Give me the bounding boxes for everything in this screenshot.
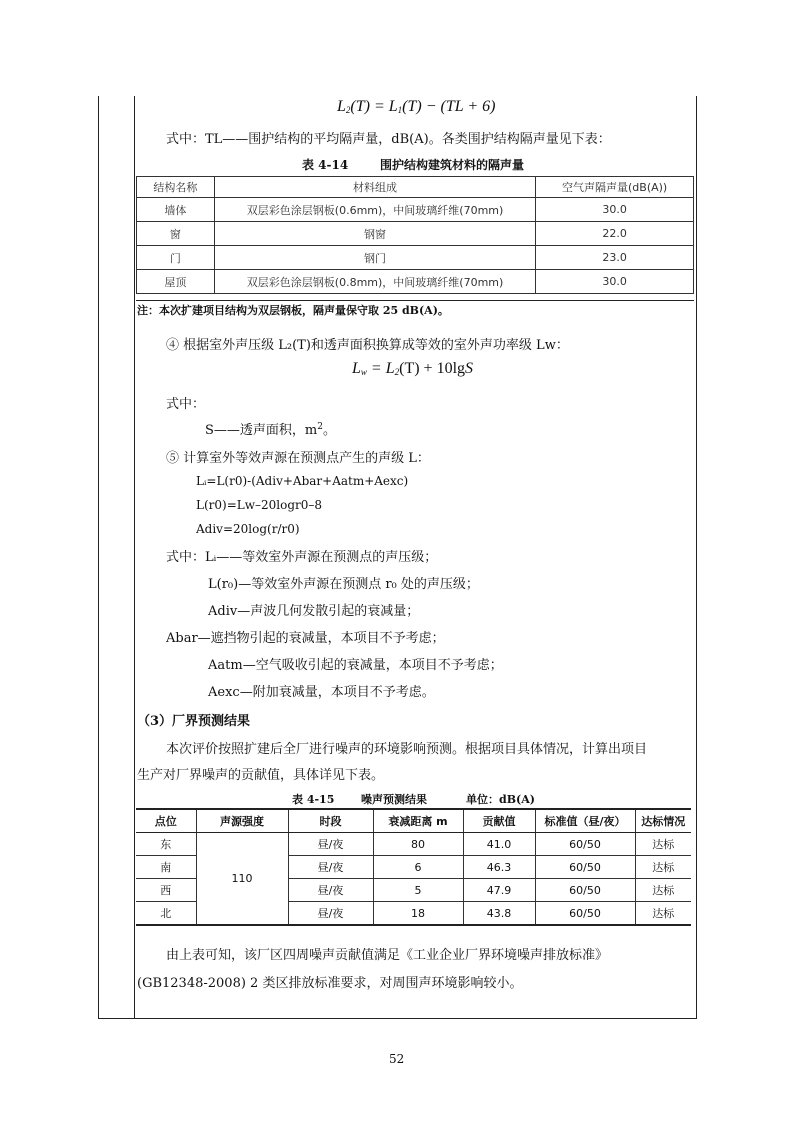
table-header-cell: 衰减距离 m (373, 809, 463, 833)
table2-caption-title: 噪声预测结果 (361, 793, 427, 806)
table-noise-prediction (136, 808, 691, 926)
table-cell: 昼/夜 (288, 856, 373, 879)
table-cell: 钢窗 (214, 222, 535, 246)
table-header-cell: 达标情况 (635, 809, 691, 833)
table-enclosure-insulation (136, 176, 694, 294)
table-header-cell: 材料组成 (214, 177, 535, 198)
table-cell: 昼/夜 (288, 833, 373, 856)
table-cell: 6 (373, 856, 463, 879)
table-cell: 18 (373, 902, 463, 926)
table-cell: 门 (137, 246, 215, 270)
table-cell: 60/50 (535, 879, 635, 902)
paragraph-line: 生产对厂界噪声的贡献值，具体详见下表。 (137, 768, 385, 783)
table-header-cell: 贡献值 (463, 809, 535, 833)
table2-caption-no: 表 4-15 (292, 793, 335, 806)
table-cell: 30.0 (536, 198, 694, 222)
table-cell: 钢门 (214, 246, 535, 270)
source-intensity-cell: 110 (196, 833, 288, 926)
table-cell: 昼/夜 (288, 902, 373, 926)
step4-text: ④ 根据室外声压级 L₂(T)和透声面积换算成等效的室外声功率级 Lw： (166, 338, 569, 353)
table-row (137, 222, 694, 246)
table-cell: 墙体 (137, 198, 215, 222)
step5-text: ⑤ 计算室外等效声源在预测点产生的声级 L： (166, 451, 430, 466)
definition-line: Aexc—附加衰减量，本项目不予考虑。 (208, 685, 435, 700)
conclusion-line: 由上表可知，该厂区四周噪声贡献值满足《工业企业厂界环境噪声排放标准》 (166, 948, 609, 963)
table-cell: 东 (136, 833, 196, 856)
table-cell: 47.9 (463, 879, 535, 902)
section3-title: （3）厂界预测结果 (137, 714, 251, 729)
frame-inner-line (134, 96, 135, 1018)
table1-caption-title: 围护结构建筑材料的隔声量 (380, 158, 525, 172)
where-tl-text: 式中：TL——围护结构的平均隔声量，dB(A)。各类围护结构隔声量见下表： (166, 132, 611, 147)
table-cell: 30.0 (536, 270, 694, 294)
table-cell: 22.0 (536, 222, 694, 246)
table-cell: 达标 (635, 902, 691, 926)
table-cell: 5 (373, 879, 463, 902)
definition-line: Adiv—声波几何发散引起的衰减量； (208, 604, 420, 619)
table-cell: 双层彩色涂层钢板(0.8mm)，中间玻璃纤维(70mm) (214, 270, 535, 294)
table-cell: 西 (136, 879, 196, 902)
definition-line: 式中：Lᵢ——等效室外声源在预测点的声压级； (166, 550, 438, 565)
table2-caption-unit: 单位：dB(A) (466, 793, 535, 806)
definition-line: Abar—遮挡物引起的衰减量，本项目不予考虑； (166, 631, 445, 646)
table-cell: 60/50 (535, 833, 635, 856)
table-cell: 北 (136, 902, 196, 926)
table-header-cell: 空气声隔声量(dB(A)) (536, 177, 694, 198)
where2-label: 式中： (166, 397, 206, 412)
table-cell: 43.8 (463, 902, 535, 926)
table-cell: 窗 (137, 222, 215, 246)
conclusion-line: (GB12348-2008) 2 类区排放标准要求，对周围声环境影响较小。 (137, 976, 523, 991)
table-cell: 达标 (635, 856, 691, 879)
table-row (137, 246, 694, 270)
table-header-row (136, 809, 691, 833)
table-header-row (137, 177, 694, 198)
table-cell: 双层彩色涂层钢板(0.6mm)，中间玻璃纤维(70mm) (214, 198, 535, 222)
where2-s-def: S——透声面积，$m^2$。 (205, 422, 336, 438)
table-cell: 60/50 (535, 856, 635, 879)
table-header-cell: 声源强度 (196, 809, 288, 833)
page-number: 52 (389, 1052, 405, 1066)
definition-line: L(r₀)—等效室外声源在预测点 r₀ 处的声压级； (208, 577, 479, 592)
equation-lr0: L(r0)=Lw–20logr0–8 (196, 498, 323, 512)
table-cell: 60/50 (535, 902, 635, 926)
table-row (136, 833, 691, 856)
equation-adiv: Adiv=20log(r/r0) (196, 522, 300, 536)
table-header-cell: 结构名称 (137, 177, 215, 198)
definition-line: Aatm—空气吸收引起的衰减量，本项目不予考虑； (208, 658, 503, 673)
table-cell: 南 (136, 856, 196, 879)
table-cell: 23.0 (536, 246, 694, 270)
table-header-cell: 标准值（昼/夜） (535, 809, 635, 833)
table-row (137, 270, 694, 294)
table1-note: 注：本次扩建项目结构为双层钢板，隔声量保守取 25 dB(A)。 (137, 304, 449, 317)
table1-caption-no: 表 4-14 (302, 158, 349, 172)
table-header-cell: 时段 (288, 809, 373, 833)
table-row (137, 198, 694, 222)
table-header-cell: 点位 (136, 809, 196, 833)
formula-l2: $L_2(T) = L_1(T) - (TL + 6)$ (337, 98, 496, 115)
table-cell: 达标 (635, 833, 691, 856)
table-cell: 达标 (635, 879, 691, 902)
paragraph-line: 本次评价按照扩建后全厂进行噪声的环境影响预测。根据项目具体情况，计算出项目 (166, 742, 648, 757)
table-cell: 昼/夜 (288, 879, 373, 902)
equation-li: Lᵢ=L(r0)-(Adiv+Abar+Aatm+Aexc) (196, 474, 409, 488)
table-cell: 41.0 (463, 833, 535, 856)
table-cell: 46.3 (463, 856, 535, 879)
formula-lw: $L_w = L_2(T) + 10\lg S$ (352, 360, 474, 377)
table-cell: 屋顶 (137, 270, 215, 294)
table-cell: 80 (373, 833, 463, 856)
table1-note-divider (136, 300, 694, 301)
